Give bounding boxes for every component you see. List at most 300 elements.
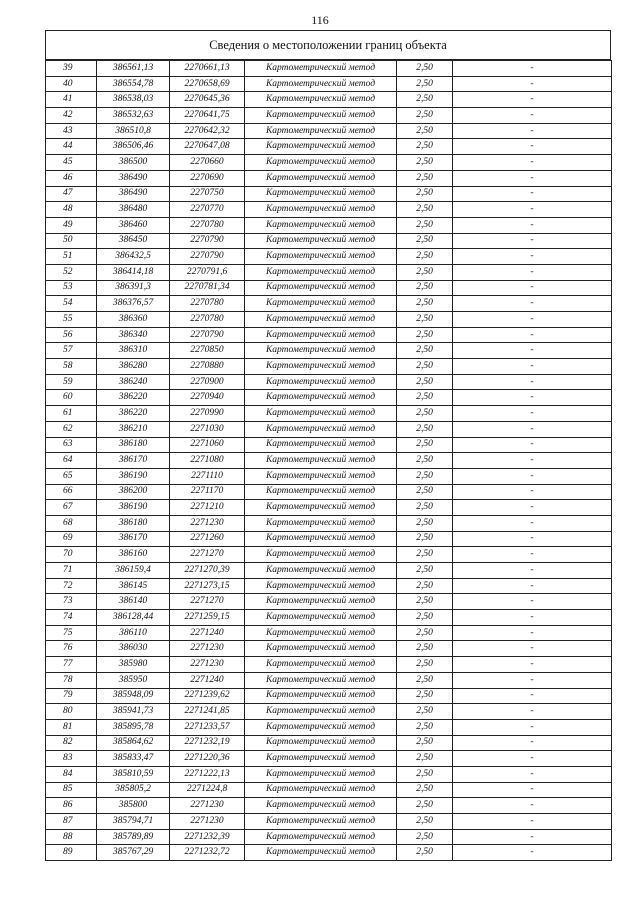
point-number-cell: 62: [46, 421, 97, 437]
x-coordinate-cell: 385941,73: [97, 704, 170, 720]
y-coordinate-cell: 2270790: [170, 327, 245, 343]
method-cell: Картометрический метод: [245, 468, 397, 484]
point-number-cell: 71: [46, 563, 97, 579]
x-coordinate-cell: 386490: [97, 186, 170, 202]
point-number-cell: 76: [46, 641, 97, 657]
point-number-cell: 63: [46, 437, 97, 453]
y-coordinate-cell: 2271259,15: [170, 610, 245, 626]
table-row: [46, 751, 612, 767]
table-row: [46, 233, 612, 249]
point-number-cell: 40: [46, 76, 97, 92]
table-row: [46, 343, 612, 359]
description-cell: -: [453, 641, 612, 657]
method-cell: Картометрический метод: [245, 186, 397, 202]
method-cell: Картометрический метод: [245, 233, 397, 249]
method-cell: Картометрический метод: [245, 406, 397, 422]
description-cell: -: [453, 719, 612, 735]
x-coordinate-cell: 386180: [97, 515, 170, 531]
coordinates-table: [45, 60, 612, 861]
accuracy-cell: 2,50: [397, 453, 453, 469]
y-coordinate-cell: 2271232,72: [170, 845, 245, 861]
x-coordinate-cell: 385948,09: [97, 688, 170, 704]
description-cell: -: [453, 108, 612, 124]
table-row: [46, 170, 612, 186]
y-coordinate-cell: 2270780: [170, 312, 245, 328]
x-coordinate-cell: 385805,2: [97, 782, 170, 798]
method-cell: Картометрический метод: [245, 657, 397, 673]
table-row: [46, 500, 612, 516]
description-cell: -: [453, 594, 612, 610]
table-row: [46, 814, 612, 830]
x-coordinate-cell: 386532,63: [97, 108, 170, 124]
accuracy-cell: 2,50: [397, 155, 453, 171]
x-coordinate-cell: 385789,89: [97, 829, 170, 845]
table-row: [46, 563, 612, 579]
y-coordinate-cell: 2271230: [170, 657, 245, 673]
description-cell: -: [453, 798, 612, 814]
table-row: [46, 672, 612, 688]
table-row: [46, 547, 612, 563]
table-row: [46, 186, 612, 202]
accuracy-cell: 2,50: [397, 531, 453, 547]
method-cell: Картометрический метод: [245, 625, 397, 641]
description-cell: -: [453, 688, 612, 704]
x-coordinate-cell: 386200: [97, 484, 170, 500]
y-coordinate-cell: 2270790: [170, 249, 245, 265]
x-coordinate-cell: 386240: [97, 374, 170, 390]
x-coordinate-cell: 386310: [97, 343, 170, 359]
description-cell: -: [453, 170, 612, 186]
point-number-cell: 64: [46, 453, 97, 469]
x-coordinate-cell: 386220: [97, 406, 170, 422]
method-cell: Картометрический метод: [245, 217, 397, 233]
point-number-cell: 41: [46, 92, 97, 108]
point-number-cell: 52: [46, 264, 97, 280]
point-number-cell: 69: [46, 531, 97, 547]
y-coordinate-cell: 2270690: [170, 170, 245, 186]
description-cell: -: [453, 249, 612, 265]
method-cell: Картометрический метод: [245, 798, 397, 814]
method-cell: Картометрический метод: [245, 437, 397, 453]
method-cell: Картометрический метод: [245, 343, 397, 359]
description-cell: -: [453, 610, 612, 626]
description-cell: -: [453, 766, 612, 782]
x-coordinate-cell: 386500: [97, 155, 170, 171]
table-row: [46, 108, 612, 124]
method-cell: Картометрический метод: [245, 453, 397, 469]
table-row: [46, 453, 612, 469]
table-row: [46, 421, 612, 437]
point-number-cell: 60: [46, 390, 97, 406]
accuracy-cell: 2,50: [397, 500, 453, 516]
description-cell: -: [453, 578, 612, 594]
description-cell: -: [453, 782, 612, 798]
accuracy-cell: 2,50: [397, 170, 453, 186]
y-coordinate-cell: 2271210: [170, 500, 245, 516]
description-cell: -: [453, 217, 612, 233]
method-cell: Картометрический метод: [245, 390, 397, 406]
accuracy-cell: 2,50: [397, 704, 453, 720]
point-number-cell: 89: [46, 845, 97, 861]
accuracy-cell: 2,50: [397, 515, 453, 531]
description-cell: -: [453, 312, 612, 328]
x-coordinate-cell: 386391,3: [97, 280, 170, 296]
description-cell: -: [453, 280, 612, 296]
accuracy-cell: 2,50: [397, 719, 453, 735]
method-cell: Картометрический метод: [245, 782, 397, 798]
description-cell: -: [453, 296, 612, 312]
point-number-cell: 88: [46, 829, 97, 845]
description-cell: -: [453, 139, 612, 155]
accuracy-cell: 2,50: [397, 657, 453, 673]
description-cell: -: [453, 500, 612, 516]
y-coordinate-cell: 2270647,08: [170, 139, 245, 155]
y-coordinate-cell: 2271230: [170, 798, 245, 814]
accuracy-cell: 2,50: [397, 437, 453, 453]
description-cell: -: [453, 406, 612, 422]
x-coordinate-cell: 386506,46: [97, 139, 170, 155]
accuracy-cell: 2,50: [397, 343, 453, 359]
description-cell: -: [453, 186, 612, 202]
method-cell: Картометрический метод: [245, 421, 397, 437]
description-cell: -: [453, 76, 612, 92]
point-number-cell: 86: [46, 798, 97, 814]
description-cell: -: [453, 155, 612, 171]
point-number-cell: 45: [46, 155, 97, 171]
accuracy-cell: 2,50: [397, 296, 453, 312]
y-coordinate-cell: 2270780: [170, 217, 245, 233]
table-row: [46, 641, 612, 657]
x-coordinate-cell: 386340: [97, 327, 170, 343]
table-row: [46, 688, 612, 704]
y-coordinate-cell: 2271224,8: [170, 782, 245, 798]
description-cell: -: [453, 845, 612, 861]
accuracy-cell: 2,50: [397, 108, 453, 124]
description-cell: -: [453, 421, 612, 437]
point-number-cell: 49: [46, 217, 97, 233]
table-row: [46, 735, 612, 751]
description-cell: -: [453, 829, 612, 845]
y-coordinate-cell: 2271230: [170, 641, 245, 657]
accuracy-cell: 2,50: [397, 374, 453, 390]
y-coordinate-cell: 2271240: [170, 625, 245, 641]
x-coordinate-cell: 385810,59: [97, 766, 170, 782]
table-row: [46, 610, 612, 626]
description-cell: -: [453, 468, 612, 484]
y-coordinate-cell: 2271270: [170, 594, 245, 610]
method-cell: Картометрический метод: [245, 563, 397, 579]
accuracy-cell: 2,50: [397, 610, 453, 626]
accuracy-cell: 2,50: [397, 280, 453, 296]
method-cell: Картометрический метод: [245, 155, 397, 171]
point-number-cell: 61: [46, 406, 97, 422]
x-coordinate-cell: 386159,4: [97, 563, 170, 579]
description-cell: -: [453, 343, 612, 359]
y-coordinate-cell: 2271222,13: [170, 766, 245, 782]
x-coordinate-cell: 386432,5: [97, 249, 170, 265]
y-coordinate-cell: 2270641,75: [170, 108, 245, 124]
y-coordinate-cell: 2271220,36: [170, 751, 245, 767]
table-row: [46, 406, 612, 422]
point-number-cell: 43: [46, 123, 97, 139]
table-row: [46, 264, 612, 280]
accuracy-cell: 2,50: [397, 829, 453, 845]
point-number-cell: 73: [46, 594, 97, 610]
method-cell: Картометрический метод: [245, 202, 397, 218]
y-coordinate-cell: 2271241,85: [170, 704, 245, 720]
x-coordinate-cell: 386414,18: [97, 264, 170, 280]
point-number-cell: 68: [46, 515, 97, 531]
accuracy-cell: 2,50: [397, 61, 453, 77]
table-row: [46, 327, 612, 343]
y-coordinate-cell: 2270990: [170, 406, 245, 422]
y-coordinate-cell: 2270880: [170, 359, 245, 375]
table-row: [46, 484, 612, 500]
description-cell: -: [453, 563, 612, 579]
table-row: [46, 657, 612, 673]
method-cell: Картометрический метод: [245, 484, 397, 500]
point-number-cell: 87: [46, 814, 97, 830]
description-cell: -: [453, 814, 612, 830]
x-coordinate-cell: 386160: [97, 547, 170, 563]
description-cell: -: [453, 704, 612, 720]
point-number-cell: 48: [46, 202, 97, 218]
x-coordinate-cell: 386170: [97, 453, 170, 469]
accuracy-cell: 2,50: [397, 484, 453, 500]
method-cell: Картометрический метод: [245, 719, 397, 735]
table-row: [46, 798, 612, 814]
table-row: [46, 139, 612, 155]
method-cell: Картометрический метод: [245, 641, 397, 657]
x-coordinate-cell: 386538,03: [97, 92, 170, 108]
method-cell: Картометрический метод: [245, 280, 397, 296]
description-cell: -: [453, 264, 612, 280]
y-coordinate-cell: 2271232,19: [170, 735, 245, 751]
accuracy-cell: 2,50: [397, 468, 453, 484]
method-cell: Картометрический метод: [245, 359, 397, 375]
method-cell: Картометрический метод: [245, 829, 397, 845]
table-body: [46, 61, 612, 861]
accuracy-cell: 2,50: [397, 672, 453, 688]
method-cell: Картометрический метод: [245, 578, 397, 594]
y-coordinate-cell: 2270780: [170, 296, 245, 312]
method-cell: Картометрический метод: [245, 688, 397, 704]
table-row: [46, 280, 612, 296]
y-coordinate-cell: 2270791,6: [170, 264, 245, 280]
description-cell: -: [453, 625, 612, 641]
table-row: [46, 845, 612, 861]
y-coordinate-cell: 2270900: [170, 374, 245, 390]
method-cell: Картометрический метод: [245, 515, 397, 531]
description-cell: -: [453, 515, 612, 531]
table-row: [46, 92, 612, 108]
point-number-cell: 42: [46, 108, 97, 124]
y-coordinate-cell: 2271239,62: [170, 688, 245, 704]
table-row: [46, 390, 612, 406]
method-cell: Картометрический метод: [245, 845, 397, 861]
point-number-cell: 82: [46, 735, 97, 751]
accuracy-cell: 2,50: [397, 406, 453, 422]
document-body: [45, 30, 611, 861]
table-row: [46, 829, 612, 845]
method-cell: Картометрический метод: [245, 374, 397, 390]
x-coordinate-cell: 386190: [97, 500, 170, 516]
table-row: [46, 515, 612, 531]
x-coordinate-cell: 386170: [97, 531, 170, 547]
y-coordinate-cell: 2271232,39: [170, 829, 245, 845]
table-row: [46, 61, 612, 77]
table-row: [46, 719, 612, 735]
table-row: [46, 531, 612, 547]
accuracy-cell: 2,50: [397, 123, 453, 139]
table-row: [46, 217, 612, 233]
table-row: [46, 155, 612, 171]
description-cell: -: [453, 531, 612, 547]
method-cell: Картометрический метод: [245, 751, 397, 767]
y-coordinate-cell: 2270781,34: [170, 280, 245, 296]
description-cell: -: [453, 657, 612, 673]
x-coordinate-cell: 385980: [97, 657, 170, 673]
accuracy-cell: 2,50: [397, 845, 453, 861]
x-coordinate-cell: 386180: [97, 437, 170, 453]
point-number-cell: 59: [46, 374, 97, 390]
point-number-cell: 56: [46, 327, 97, 343]
description-cell: -: [453, 547, 612, 563]
table-row: [46, 468, 612, 484]
table-row: [46, 625, 612, 641]
description-cell: -: [453, 92, 612, 108]
point-number-cell: 66: [46, 484, 97, 500]
method-cell: Картометрический метод: [245, 547, 397, 563]
point-number-cell: 81: [46, 719, 97, 735]
accuracy-cell: 2,50: [397, 249, 453, 265]
x-coordinate-cell: 386145: [97, 578, 170, 594]
method-cell: Картометрический метод: [245, 170, 397, 186]
point-number-cell: 46: [46, 170, 97, 186]
x-coordinate-cell: 385950: [97, 672, 170, 688]
accuracy-cell: 2,50: [397, 594, 453, 610]
table-row: [46, 312, 612, 328]
y-coordinate-cell: 2270658,69: [170, 76, 245, 92]
point-number-cell: 74: [46, 610, 97, 626]
point-number-cell: 58: [46, 359, 97, 375]
table-row: [46, 766, 612, 782]
table-row: [46, 202, 612, 218]
table-row: [46, 704, 612, 720]
point-number-cell: 50: [46, 233, 97, 249]
point-number-cell: 54: [46, 296, 97, 312]
point-number-cell: 75: [46, 625, 97, 641]
x-coordinate-cell: 386220: [97, 390, 170, 406]
description-cell: -: [453, 484, 612, 500]
point-number-cell: 72: [46, 578, 97, 594]
y-coordinate-cell: 2271060: [170, 437, 245, 453]
point-number-cell: 80: [46, 704, 97, 720]
table-row: [46, 578, 612, 594]
point-number-cell: 55: [46, 312, 97, 328]
x-coordinate-cell: 386376,57: [97, 296, 170, 312]
y-coordinate-cell: 2270770: [170, 202, 245, 218]
accuracy-cell: 2,50: [397, 735, 453, 751]
point-number-cell: 39: [46, 61, 97, 77]
point-number-cell: 79: [46, 688, 97, 704]
description-cell: -: [453, 233, 612, 249]
description-cell: -: [453, 202, 612, 218]
accuracy-cell: 2,50: [397, 641, 453, 657]
table-row: [46, 374, 612, 390]
x-coordinate-cell: 386554,78: [97, 76, 170, 92]
description-cell: -: [453, 672, 612, 688]
description-cell: -: [453, 123, 612, 139]
method-cell: Картометрический метод: [245, 327, 397, 343]
point-number-cell: 84: [46, 766, 97, 782]
y-coordinate-cell: 2270661,13: [170, 61, 245, 77]
x-coordinate-cell: 385833,47: [97, 751, 170, 767]
point-number-cell: 51: [46, 249, 97, 265]
method-cell: Картометрический метод: [245, 594, 397, 610]
description-cell: -: [453, 751, 612, 767]
method-cell: Картометрический метод: [245, 108, 397, 124]
method-cell: Картометрический метод: [245, 531, 397, 547]
y-coordinate-cell: 2271230: [170, 515, 245, 531]
point-number-cell: 65: [46, 468, 97, 484]
x-coordinate-cell: 386480: [97, 202, 170, 218]
point-number-cell: 85: [46, 782, 97, 798]
point-number-cell: 47: [46, 186, 97, 202]
accuracy-cell: 2,50: [397, 233, 453, 249]
accuracy-cell: 2,50: [397, 421, 453, 437]
accuracy-cell: 2,50: [397, 782, 453, 798]
point-number-cell: 77: [46, 657, 97, 673]
y-coordinate-cell: 2271030: [170, 421, 245, 437]
y-coordinate-cell: 2271270,39: [170, 563, 245, 579]
y-coordinate-cell: 2270750: [170, 186, 245, 202]
table-row: [46, 594, 612, 610]
y-coordinate-cell: 2270940: [170, 390, 245, 406]
method-cell: Картометрический метод: [245, 249, 397, 265]
method-cell: Картометрический метод: [245, 92, 397, 108]
method-cell: Картометрический метод: [245, 610, 397, 626]
x-coordinate-cell: 386561,13: [97, 61, 170, 77]
y-coordinate-cell: 2270642,32: [170, 123, 245, 139]
method-cell: Картометрический метод: [245, 139, 397, 155]
x-coordinate-cell: 386030: [97, 641, 170, 657]
y-coordinate-cell: 2271170: [170, 484, 245, 500]
point-number-cell: 70: [46, 547, 97, 563]
x-coordinate-cell: 386140: [97, 594, 170, 610]
x-coordinate-cell: 386450: [97, 233, 170, 249]
method-cell: Картометрический метод: [245, 296, 397, 312]
accuracy-cell: 2,50: [397, 766, 453, 782]
method-cell: Картометрический метод: [245, 312, 397, 328]
y-coordinate-cell: 2270850: [170, 343, 245, 359]
method-cell: Картометрический метод: [245, 123, 397, 139]
page-number: 116: [311, 13, 329, 27]
point-number-cell: 57: [46, 343, 97, 359]
accuracy-cell: 2,50: [397, 202, 453, 218]
method-cell: Картометрический метод: [245, 672, 397, 688]
x-coordinate-cell: 386110: [97, 625, 170, 641]
x-coordinate-cell: 386128,44: [97, 610, 170, 626]
table-row: [46, 296, 612, 312]
x-coordinate-cell: 386280: [97, 359, 170, 375]
description-cell: -: [453, 374, 612, 390]
y-coordinate-cell: 2270645,36: [170, 92, 245, 108]
table-row: [46, 249, 612, 265]
y-coordinate-cell: 2271260: [170, 531, 245, 547]
x-coordinate-cell: 385895,78: [97, 719, 170, 735]
point-number-cell: 78: [46, 672, 97, 688]
